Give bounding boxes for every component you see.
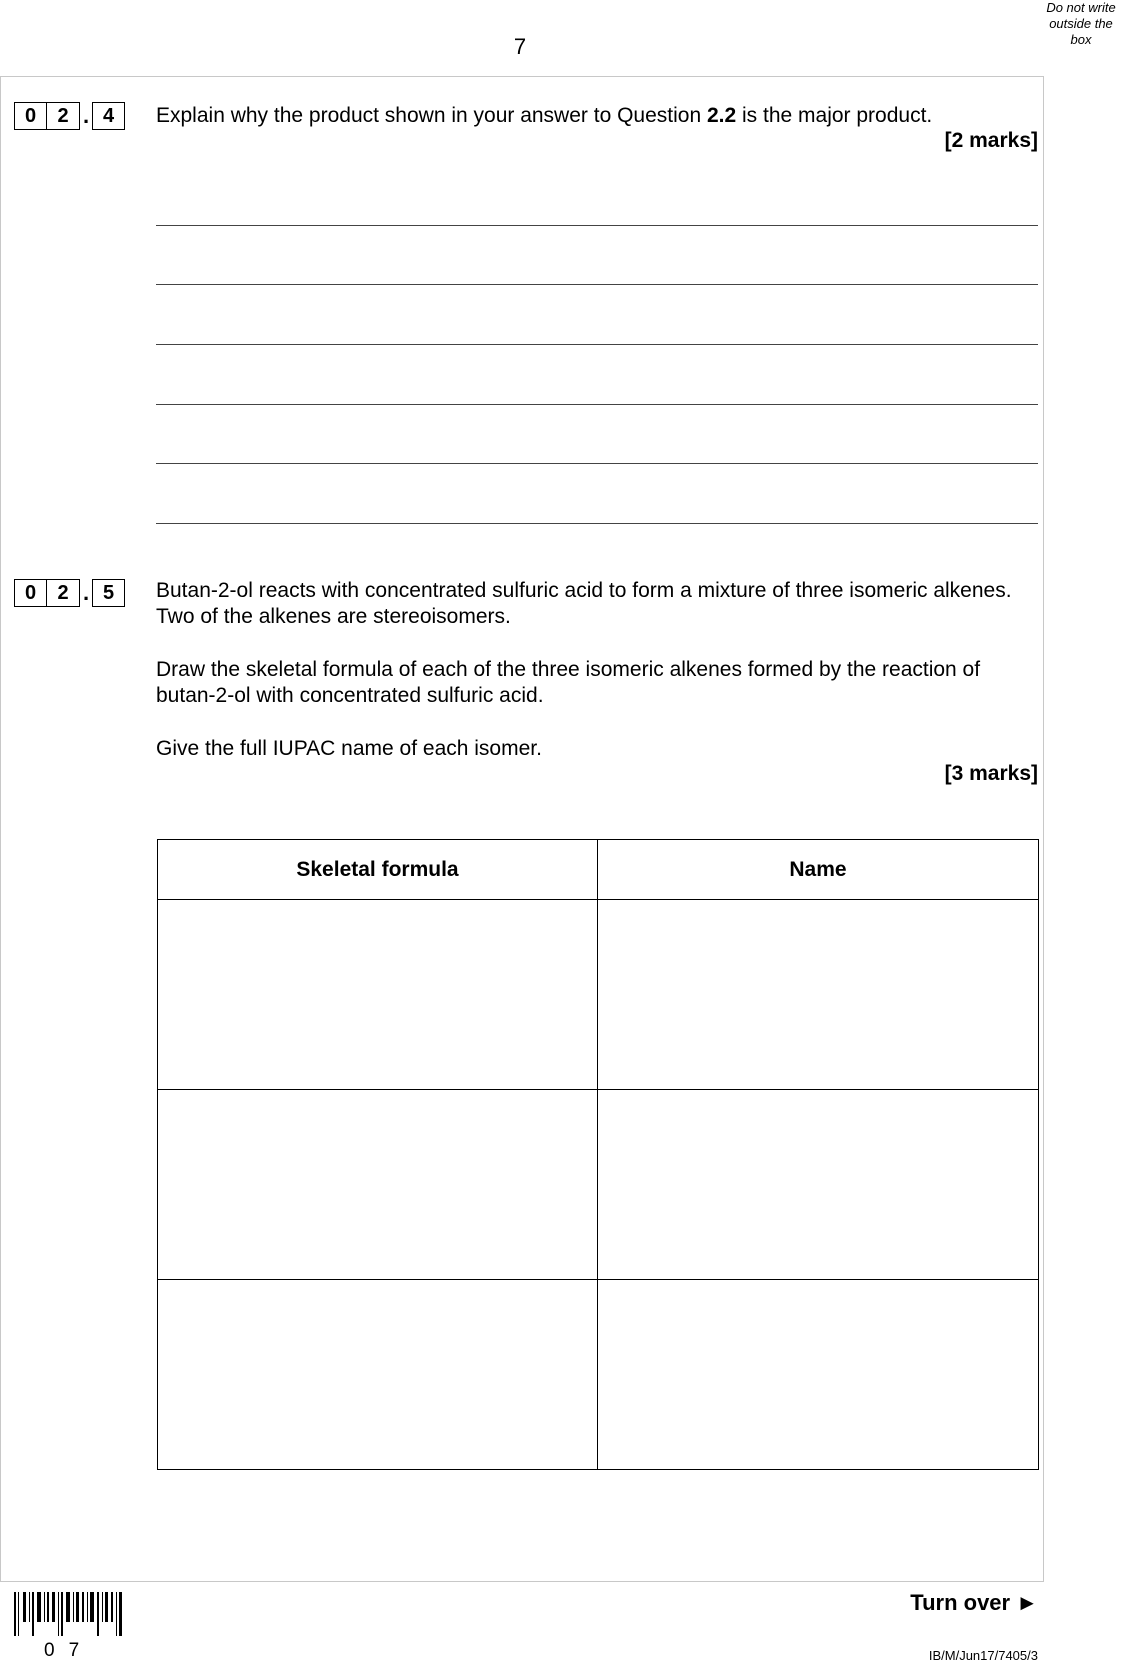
qnum-digit: 0 [14,102,47,130]
skeletal-formula-cell[interactable] [158,1090,598,1280]
name-cell[interactable] [598,1090,1039,1280]
barcode-number: 07 [44,1640,94,1661]
question-reference: 2.2 [706,104,737,127]
question-number-02-4 [14,102,125,130]
margin-note-line-1: Do not write [1046,0,1116,15]
table-header-row [158,840,1039,900]
qnum-digit: 5 [92,579,125,607]
table-row [158,900,1039,1090]
header-name: Name [598,840,1039,900]
question-paragraph: Draw the skeletal formula of each of the three isomeric alkenes formed by the reaction of butan-2-ol with concentrated sulfuric acid. [156,658,981,707]
question-number-02-5 [14,579,125,607]
margin-note-line-3: box [1070,32,1092,47]
question-text-part: is the major product. [736,104,933,127]
margin-note [1040,0,1122,48]
question-paragraph: Give the full IUPAC name of each isomer. [156,737,542,760]
turn-over-label: Turn over ► [910,1590,1038,1615]
question-text-02-4 [156,103,1038,129]
qnum-digit: 2 [47,579,80,607]
qnum-separator: . [82,103,90,128]
answer-line[interactable] [156,404,1038,405]
header-skeletal-formula: Skeletal formula [158,840,598,900]
marks-02-5: [3 marks] [944,762,1038,785]
skeletal-formula-cell[interactable] [158,1280,598,1470]
question-paragraph: Butan-2-ol reacts with concentrated sulfuric acid to form a mixture of three isomeric alkenes. Two of the alkenes are stereoisomers. [156,579,1012,628]
table-row [158,1090,1039,1280]
answer-line[interactable] [156,463,1038,464]
qnum-digit: 4 [92,102,125,130]
skeletal-formula-cell[interactable] [158,900,598,1090]
table-row [158,1280,1039,1470]
marks-02-4: [2 marks] [944,129,1038,152]
paper-code: IB/M/Jun17/7405/3 [928,1648,1038,1663]
name-cell[interactable] [598,900,1039,1090]
qnum-separator: . [82,580,90,605]
answer-line[interactable] [156,523,1038,524]
answer-table [157,839,1039,1470]
barcode-icon [14,1592,124,1636]
answer-line[interactable] [156,344,1038,345]
qnum-digit: 0 [14,579,47,607]
question-text-part: Explain why the product shown in your answer to Question [156,104,707,127]
qnum-digit: 2 [47,102,80,130]
page-number: 7 [513,34,527,59]
name-cell[interactable] [598,1280,1039,1470]
margin-note-line-2: outside the [1049,16,1113,31]
answer-line[interactable] [156,225,1038,226]
answer-line[interactable] [156,284,1038,285]
